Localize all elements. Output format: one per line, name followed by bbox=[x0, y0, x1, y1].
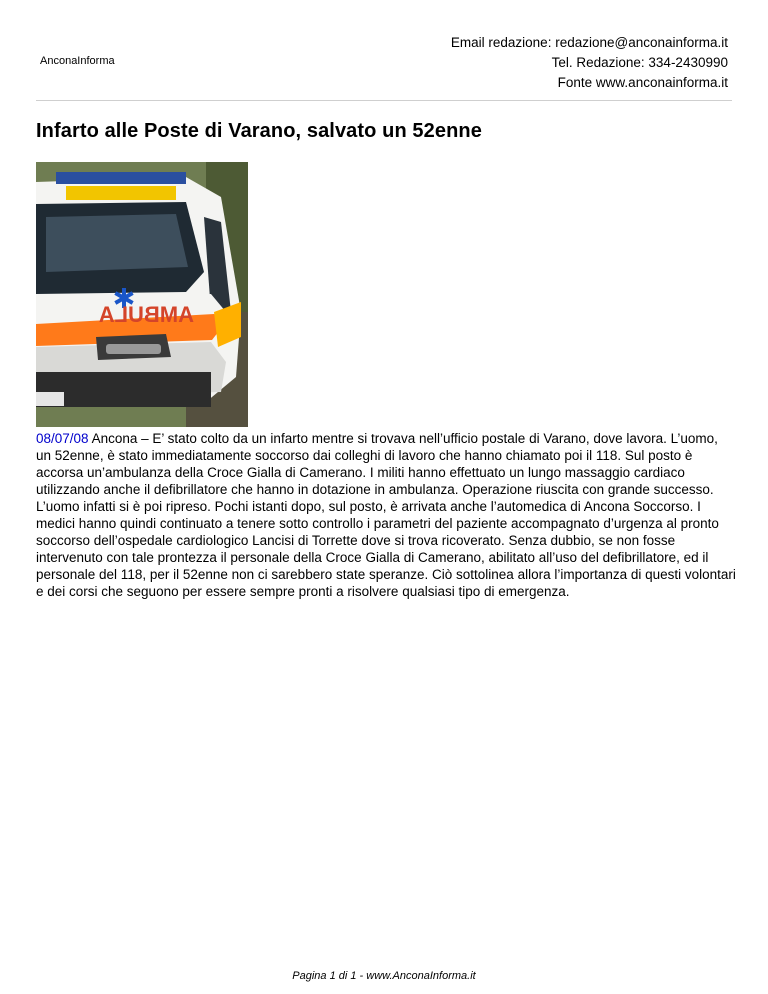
article-body bbox=[36, 430, 736, 600]
article-text: Ancona – E’ stato colto da un infarto mentre si trovava nell’ufficio postale di Varano, dove lavora. L’uomo, un 52enne, è stato immediatamente soccorso dai colleghi di lavoro che hanno chiamato poi il 118. Sul posto è accorsa un’ambulanza della Croce Gialla di Camerano. I militi hanno effettuato un lungo massaggio cardiaco utilizzando anche il defibrillatore che hanno in dotazione in ambulanza. Operazione riuscita con grande successo. L’uomo infatti si è poi ripreso. Pochi istanti dopo, sul posto, è arrivata anche l’automedica di Ancona Soccorso. I medici hanno quindi continuato a tenere sotto controllo i parametri del paziente accompagnato d’urgenza al pronto soccorso dell’ospedale cardiologico Lancisi di Torrette dove si trova ricoverato. Senza dubbio, se non fosse intervenuto con tale prontezza il personale della Croce Gialla di Camerano, abilitato all’uso del defibrillatore, ed il personale del 118, per il 52enne non ci sarebbero state speranze. Ciò sottolinea allora l’importanza di questi volontari e dei corsi che seguono per essere sempre pronti a risolvere qualsiasi tipo di emergenza. bbox=[36, 431, 736, 599]
article-photo bbox=[36, 162, 248, 427]
page-footer: Pagina 1 di 1 - www.AnconaInforma.it bbox=[292, 970, 476, 982]
site-name: AnconaInforma bbox=[40, 55, 115, 67]
email-line: Email redazione: redazione@anconainforma.it bbox=[450, 35, 728, 50]
source-line: Fonte www.anconainforma.it bbox=[557, 75, 728, 90]
ambulance-illustration bbox=[36, 162, 248, 427]
header-divider bbox=[36, 100, 732, 101]
phone-line: Tel. Redazione: 334-2430990 bbox=[551, 55, 728, 70]
contact-info bbox=[451, 33, 728, 93]
article-title: Infarto alle Poste di Varano, salvato un 52enne bbox=[36, 120, 482, 142]
article-date[interactable]: 08/07/08 bbox=[36, 431, 89, 446]
vehicle-lettering: AMBULA bbox=[98, 302, 194, 327]
page-header bbox=[36, 32, 728, 92]
